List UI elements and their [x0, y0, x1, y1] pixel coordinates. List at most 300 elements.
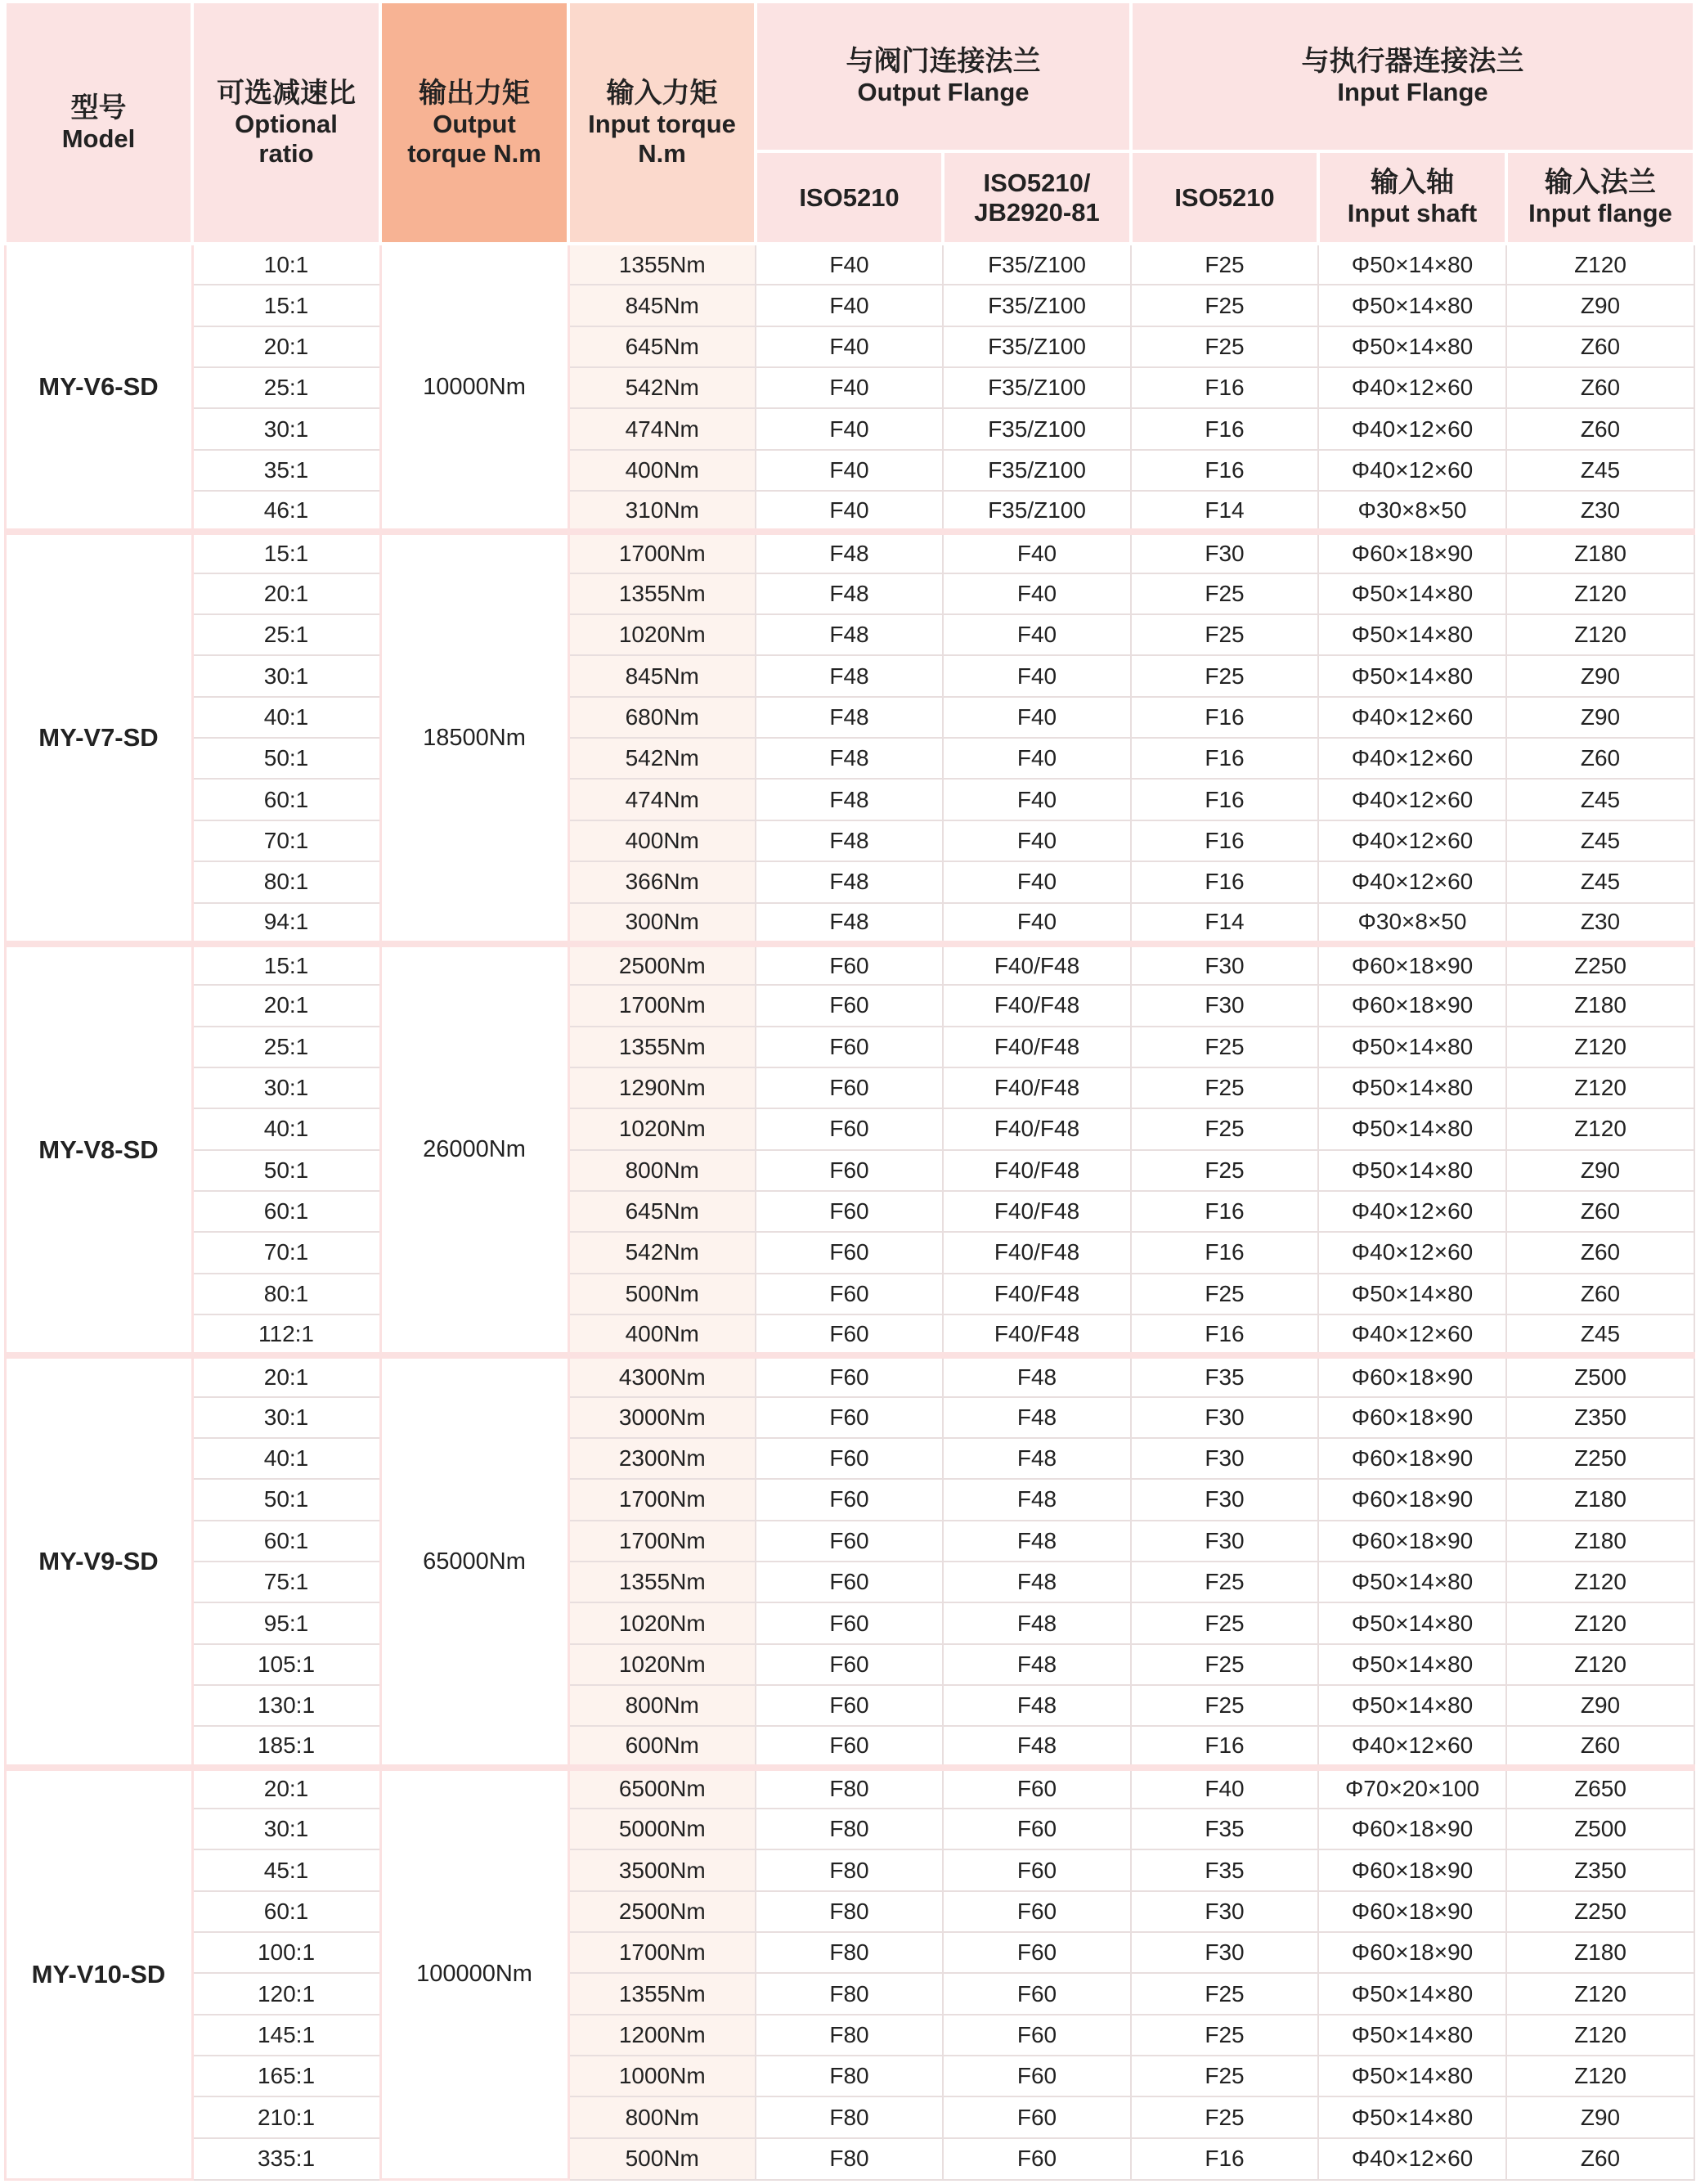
table-row: [5, 1438, 1694, 1479]
input-flange-cell: Z120: [1506, 1644, 1694, 1685]
input-flange-cell: Z120: [1506, 2015, 1694, 2056]
ratio-cell: 20:1: [192, 985, 380, 1026]
input-shaft-cell: Φ50×14×80: [1318, 244, 1506, 285]
iso5210-input-cell: F25: [1131, 1108, 1318, 1149]
iso5210-input-cell: F35: [1131, 1849, 1318, 1890]
header-input-flange-en: Input flange: [1528, 199, 1672, 228]
iso5210-output-cell: F60: [756, 1355, 943, 1396]
table-row: [5, 1809, 1694, 1849]
iso-jb-cell: F60: [943, 2096, 1131, 2137]
input-torque-cell: 1020Nm: [568, 1644, 756, 1685]
input-torque-cell: 800Nm: [568, 2096, 756, 2137]
iso5210-input-cell: F30: [1131, 985, 1318, 1026]
header-iso5210-output: [756, 151, 943, 244]
input-torque-cell: 1355Nm: [568, 1027, 756, 1067]
input-flange-cell: Z45: [1506, 861, 1694, 902]
table-row: [5, 1973, 1694, 2014]
input-flange-cell: Z350: [1506, 1397, 1694, 1438]
iso5210-output-cell: F60: [756, 1644, 943, 1685]
ratio-cell: 100:1: [192, 1932, 380, 1973]
input-flange-cell: Z120: [1506, 244, 1694, 285]
iso-jb-cell: F48: [943, 1355, 1131, 1396]
iso5210-output-cell: F48: [756, 779, 943, 820]
iso5210-input-cell: F25: [1131, 1644, 1318, 1685]
iso5210-input-cell: F25: [1131, 1973, 1318, 2014]
table-row: [5, 1932, 1694, 1973]
input-torque-cell: 1700Nm: [568, 985, 756, 1026]
input-flange-cell: Z120: [1506, 1973, 1694, 2014]
ratio-cell: 145:1: [192, 2015, 380, 2056]
table-row: [5, 2096, 1694, 2137]
table-row: [5, 655, 1694, 696]
input-shaft-cell: Φ60×18×90: [1318, 1849, 1506, 1890]
iso5210-output-cell: F40: [756, 450, 943, 491]
ratio-cell: 70:1: [192, 1232, 380, 1273]
input-torque-cell: 3000Nm: [568, 1397, 756, 1438]
iso-jb-cell: F60: [943, 1932, 1131, 1973]
table-row: [5, 1562, 1694, 1602]
input-torque-cell: 1000Nm: [568, 2056, 756, 2096]
iso5210-output-cell: F80: [756, 1849, 943, 1890]
input-torque-cell: 400Nm: [568, 820, 756, 861]
iso-jb-cell: F60: [943, 2015, 1131, 2056]
iso-jb-cell: F35/Z100: [943, 491, 1131, 532]
iso5210-input-cell: F25: [1131, 1027, 1318, 1067]
header-ratio-cn: 可选减速比: [217, 77, 356, 109]
model-cell: MY-V6-SD: [5, 244, 192, 532]
input-torque-cell: 1700Nm: [568, 1479, 756, 1520]
input-flange-cell: Z90: [1506, 1685, 1694, 1726]
iso5210-input-cell: F16: [1131, 367, 1318, 408]
input-torque-cell: 1355Nm: [568, 573, 756, 614]
ratio-cell: 60:1: [192, 1521, 380, 1562]
ratio-cell: 94:1: [192, 903, 380, 944]
input-flange-cell: Z60: [1506, 408, 1694, 449]
input-torque-cell: 542Nm: [568, 738, 756, 779]
iso5210-input-cell: F25: [1131, 326, 1318, 367]
model-cell: MY-V10-SD: [5, 1768, 192, 2180]
ratio-cell: 112:1: [192, 1314, 380, 1355]
iso5210-input-cell: F25: [1131, 1685, 1318, 1726]
input-torque-cell: 1020Nm: [568, 614, 756, 655]
input-flange-cell: Z90: [1506, 1150, 1694, 1191]
header-ratio-en1: Optional: [235, 109, 338, 138]
input-shaft-cell: Φ40×12×60: [1318, 1726, 1506, 1767]
iso-jb-cell: F40/F48: [943, 1027, 1131, 1067]
iso-jb-cell: F60: [943, 1809, 1131, 1849]
iso5210-output-cell: F40: [756, 491, 943, 532]
header-model-en: Model: [61, 124, 136, 153]
input-shaft-cell: Φ50×14×80: [1318, 655, 1506, 696]
iso5210-output-cell: F48: [756, 573, 943, 614]
input-torque-cell: 3500Nm: [568, 1849, 756, 1890]
header-iso5210-input: [1131, 151, 1318, 244]
iso5210-output-cell: F60: [756, 1108, 943, 1149]
input-shaft-cell: Φ50×14×80: [1318, 1108, 1506, 1149]
ratio-cell: 30:1: [192, 1067, 380, 1108]
input-shaft-cell: Φ50×14×80: [1318, 2096, 1506, 2137]
input-torque-cell: 474Nm: [568, 779, 756, 820]
ratio-cell: 120:1: [192, 1973, 380, 2014]
input-shaft-cell: Φ50×14×80: [1318, 1067, 1506, 1108]
input-shaft-cell: Φ40×12×60: [1318, 779, 1506, 820]
input-flange-cell: Z120: [1506, 1027, 1694, 1067]
header-ratio-en2: ratio: [258, 138, 314, 168]
input-flange-cell: Z180: [1506, 1932, 1694, 1973]
input-flange-cell: Z500: [1506, 1809, 1694, 1849]
table-row: [5, 367, 1694, 408]
input-shaft-cell: Φ60×18×90: [1318, 1479, 1506, 1520]
ratio-cell: 15:1: [192, 532, 380, 573]
iso5210-input-cell: F25: [1131, 1150, 1318, 1191]
iso-jb-cell: F40: [943, 532, 1131, 573]
input-flange-cell: Z60: [1506, 1274, 1694, 1314]
iso5210-output-cell: F48: [756, 614, 943, 655]
table-row: [5, 244, 1694, 285]
input-flange-cell: Z60: [1506, 1726, 1694, 1767]
iso5210-output-cell: F60: [756, 985, 943, 1026]
input-flange-cell: Z650: [1506, 1768, 1694, 1809]
input-shaft-cell: Φ50×14×80: [1318, 1562, 1506, 1602]
input-shaft-cell: Φ60×18×90: [1318, 532, 1506, 573]
table-row: [5, 1232, 1694, 1273]
header-input-shaft: [1318, 151, 1506, 244]
ratio-cell: 335:1: [192, 2138, 380, 2180]
iso5210-input-cell: F25: [1131, 614, 1318, 655]
header-output-torque: [380, 2, 568, 244]
iso5210-input-cell: F30: [1131, 1932, 1318, 1973]
table-row: [5, 985, 1694, 1026]
input-shaft-cell: Φ60×18×90: [1318, 1355, 1506, 1396]
table-row: [5, 285, 1694, 326]
table-row: [5, 1685, 1694, 1726]
iso5210-output-cell: F40: [756, 367, 943, 408]
header-iso-jb-line2: JB2920-81: [974, 197, 1100, 227]
ratio-cell: 210:1: [192, 2096, 380, 2137]
iso5210-input-cell: F16: [1131, 820, 1318, 861]
header-input-flange-group-cn: 与执行器连接法兰: [1301, 46, 1524, 78]
input-torque-cell: 1700Nm: [568, 1932, 756, 1973]
iso-jb-cell: F40/F48: [943, 1108, 1131, 1149]
input-torque-cell: 366Nm: [568, 861, 756, 902]
input-torque-cell: 1355Nm: [568, 1973, 756, 2014]
iso5210-output-cell: F60: [756, 1027, 943, 1067]
iso-jb-cell: F40/F48: [943, 1314, 1131, 1355]
input-flange-cell: Z250: [1506, 944, 1694, 985]
input-shaft-cell: Φ40×12×60: [1318, 408, 1506, 449]
ratio-cell: 10:1: [192, 244, 380, 285]
iso5210-output-cell: F60: [756, 1067, 943, 1108]
input-torque-cell: 1355Nm: [568, 244, 756, 285]
iso5210-input-cell: F25: [1131, 1562, 1318, 1602]
input-shaft-cell: Φ40×12×60: [1318, 738, 1506, 779]
iso5210-output-cell: F60: [756, 1685, 943, 1726]
iso-jb-cell: F40: [943, 573, 1131, 614]
header-input-flange: [1506, 151, 1694, 244]
input-flange-cell: Z120: [1506, 2056, 1694, 2096]
iso5210-input-cell: F16: [1131, 861, 1318, 902]
input-shaft-cell: Φ60×18×90: [1318, 1932, 1506, 1973]
table-row: [5, 1726, 1694, 1767]
table-row: [5, 2015, 1694, 2056]
iso-jb-cell: F40/F48: [943, 1067, 1131, 1108]
header-output-torque-cn: 输出力矩: [419, 77, 530, 109]
input-shaft-cell: Φ50×14×80: [1318, 2056, 1506, 2096]
header-output-flange-en: Output Flange: [857, 78, 1030, 107]
input-flange-cell: Z30: [1506, 903, 1694, 944]
iso5210-input-cell: F16: [1131, 738, 1318, 779]
input-flange-cell: Z120: [1506, 1067, 1694, 1108]
input-flange-cell: Z90: [1506, 2096, 1694, 2137]
iso5210-output-cell: F40: [756, 326, 943, 367]
input-flange-cell: Z60: [1506, 326, 1694, 367]
input-torque-cell: 1020Nm: [568, 1108, 756, 1149]
header-iso-jb-line1: ISO5210/: [983, 168, 1091, 197]
iso5210-output-cell: F48: [756, 861, 943, 902]
table-row: [5, 326, 1694, 367]
input-shaft-cell: Φ60×18×90: [1318, 1521, 1506, 1562]
input-shaft-cell: Φ50×14×80: [1318, 1602, 1506, 1643]
iso-jb-cell: F40: [943, 861, 1131, 902]
input-shaft-cell: Φ30×8×50: [1318, 903, 1506, 944]
iso5210-output-cell: F48: [756, 820, 943, 861]
iso5210-output-cell: F60: [756, 1150, 943, 1191]
table-row: [5, 1602, 1694, 1643]
input-torque-cell: 474Nm: [568, 408, 756, 449]
input-shaft-cell: Φ50×14×80: [1318, 614, 1506, 655]
ratio-cell: 60:1: [192, 1891, 380, 1932]
input-torque-cell: 1700Nm: [568, 532, 756, 573]
iso-jb-cell: F40: [943, 738, 1131, 779]
input-torque-cell: 2300Nm: [568, 1438, 756, 1479]
model-cell: MY-V7-SD: [5, 532, 192, 943]
ratio-cell: 30:1: [192, 1809, 380, 1849]
input-flange-cell: Z45: [1506, 779, 1694, 820]
ratio-cell: 40:1: [192, 1438, 380, 1479]
input-shaft-cell: Φ40×12×60: [1318, 697, 1506, 738]
input-flange-cell: Z120: [1506, 1562, 1694, 1602]
input-shaft-cell: Φ50×14×80: [1318, 2015, 1506, 2056]
iso5210-output-cell: F60: [756, 1438, 943, 1479]
input-flange-cell: Z120: [1506, 573, 1694, 614]
iso5210-output-cell: F80: [756, 2015, 943, 2056]
input-torque-cell: 1020Nm: [568, 1602, 756, 1643]
table-row: [5, 408, 1694, 449]
iso5210-input-cell: F16: [1131, 450, 1318, 491]
ratio-cell: 40:1: [192, 697, 380, 738]
iso5210-input-cell: F30: [1131, 1891, 1318, 1932]
ratio-cell: 20:1: [192, 326, 380, 367]
input-shaft-cell: Φ60×18×90: [1318, 1809, 1506, 1849]
ratio-cell: 80:1: [192, 861, 380, 902]
ratio-cell: 185:1: [192, 1726, 380, 1767]
table-row: [5, 944, 1694, 985]
ratio-cell: 70:1: [192, 820, 380, 861]
input-shaft-cell: Φ60×18×90: [1318, 985, 1506, 1026]
input-flange-cell: Z60: [1506, 1191, 1694, 1232]
iso-jb-cell: F48: [943, 1602, 1131, 1643]
iso5210-input-cell: F30: [1131, 532, 1318, 573]
iso5210-output-cell: F80: [756, 2138, 943, 2180]
input-shaft-cell: Φ70×20×100: [1318, 1768, 1506, 1809]
ratio-cell: 25:1: [192, 367, 380, 408]
model-cell: MY-V8-SD: [5, 944, 192, 1355]
ratio-cell: 40:1: [192, 1108, 380, 1149]
table-row: [5, 1067, 1694, 1108]
iso5210-input-cell: F25: [1131, 2056, 1318, 2096]
table-row: [5, 697, 1694, 738]
input-torque-cell: 542Nm: [568, 1232, 756, 1273]
iso-jb-cell: F48: [943, 1438, 1131, 1479]
input-torque-cell: 2500Nm: [568, 1891, 756, 1932]
iso5210-output-cell: F60: [756, 944, 943, 985]
input-torque-cell: 542Nm: [568, 367, 756, 408]
table-row: [5, 779, 1694, 820]
input-shaft-cell: Φ50×14×80: [1318, 1274, 1506, 1314]
iso5210-input-cell: F16: [1131, 1314, 1318, 1355]
iso5210-input-cell: F25: [1131, 2015, 1318, 2056]
output-torque-cell: 18500Nm: [380, 532, 568, 943]
ratio-cell: 20:1: [192, 1355, 380, 1396]
input-torque-cell: 2500Nm: [568, 944, 756, 985]
input-shaft-cell: Φ50×14×80: [1318, 573, 1506, 614]
iso5210-input-cell: F25: [1131, 1274, 1318, 1314]
header-model-cn: 型号: [70, 92, 127, 124]
iso-jb-cell: F48: [943, 1685, 1131, 1726]
table-row: [5, 1108, 1694, 1149]
table-row: [5, 450, 1694, 491]
input-flange-cell: Z90: [1506, 655, 1694, 696]
table-row: [5, 1314, 1694, 1355]
header-output-flange-cn: 与阀门连接法兰: [846, 46, 1041, 78]
iso-jb-cell: F60: [943, 2056, 1131, 2096]
input-torque-cell: 845Nm: [568, 285, 756, 326]
iso5210-input-cell: F25: [1131, 1067, 1318, 1108]
header-model: [5, 2, 192, 244]
table-row: [5, 1191, 1694, 1232]
input-shaft-cell: Φ60×18×90: [1318, 1438, 1506, 1479]
table-row: [5, 1521, 1694, 1562]
iso5210-output-cell: F60: [756, 1274, 943, 1314]
ratio-cell: 95:1: [192, 1602, 380, 1643]
iso5210-output-cell: F60: [756, 1397, 943, 1438]
table-header: [5, 2, 1694, 244]
header-iso5210-input-label: ISO5210: [1174, 182, 1275, 212]
table-row: [5, 1479, 1694, 1520]
input-flange-cell: Z60: [1506, 2138, 1694, 2180]
input-shaft-cell: Φ30×8×50: [1318, 491, 1506, 532]
iso-jb-cell: F48: [943, 1479, 1131, 1520]
header-input-shaft-en: Input shaft: [1347, 199, 1478, 228]
input-flange-cell: Z45: [1506, 820, 1694, 861]
input-torque-cell: 1355Nm: [568, 1562, 756, 1602]
input-torque-cell: 645Nm: [568, 326, 756, 367]
table-row: [5, 820, 1694, 861]
input-torque-cell: 680Nm: [568, 697, 756, 738]
ratio-cell: 45:1: [192, 1849, 380, 1890]
input-flange-cell: Z120: [1506, 614, 1694, 655]
iso5210-input-cell: F25: [1131, 2096, 1318, 2137]
table-row: [5, 903, 1694, 944]
ratio-cell: 15:1: [192, 285, 380, 326]
ratio-cell: 105:1: [192, 1644, 380, 1685]
iso5210-input-cell: F30: [1131, 944, 1318, 985]
ratio-cell: 60:1: [192, 1191, 380, 1232]
iso5210-input-cell: F30: [1131, 1479, 1318, 1520]
table-row: [5, 738, 1694, 779]
input-flange-cell: Z30: [1506, 491, 1694, 532]
ratio-cell: 75:1: [192, 1562, 380, 1602]
iso5210-input-cell: F35: [1131, 1355, 1318, 1396]
iso5210-output-cell: F60: [756, 1726, 943, 1767]
ratio-cell: 25:1: [192, 1027, 380, 1067]
ratio-cell: 165:1: [192, 2056, 380, 2096]
table-row: [5, 491, 1694, 532]
table-row: [5, 1355, 1694, 1396]
input-flange-cell: Z180: [1506, 1479, 1694, 1520]
iso-jb-cell: F40/F48: [943, 985, 1131, 1026]
table-row: [5, 2056, 1694, 2096]
iso5210-output-cell: F60: [756, 1479, 943, 1520]
input-shaft-cell: Φ40×12×60: [1318, 1232, 1506, 1273]
iso5210-input-cell: F16: [1131, 2138, 1318, 2180]
iso5210-output-cell: F80: [756, 1891, 943, 1932]
iso5210-output-cell: F80: [756, 2056, 943, 2096]
table-row: [5, 1274, 1694, 1314]
input-shaft-cell: Φ40×12×60: [1318, 1314, 1506, 1355]
input-torque-cell: 300Nm: [568, 903, 756, 944]
iso5210-input-cell: F25: [1131, 285, 1318, 326]
input-flange-cell: Z90: [1506, 285, 1694, 326]
input-flange-cell: Z60: [1506, 1232, 1694, 1273]
iso5210-output-cell: F48: [756, 738, 943, 779]
iso5210-input-cell: F16: [1131, 1191, 1318, 1232]
input-torque-cell: 600Nm: [568, 1726, 756, 1767]
input-torque-cell: 500Nm: [568, 1274, 756, 1314]
iso-jb-cell: F48: [943, 1644, 1131, 1685]
iso5210-output-cell: F60: [756, 1602, 943, 1643]
iso5210-output-cell: F80: [756, 1809, 943, 1849]
table-row: [5, 532, 1694, 573]
header-input-torque-en1: Input torque: [588, 109, 736, 138]
input-flange-cell: Z350: [1506, 1849, 1694, 1890]
header-input-shaft-cn: 输入轴: [1371, 167, 1454, 199]
iso5210-input-cell: F35: [1131, 1809, 1318, 1849]
header-output-torque-en1: Output: [433, 109, 516, 138]
iso5210-output-cell: F60: [756, 1314, 943, 1355]
input-flange-cell: Z180: [1506, 1521, 1694, 1562]
iso-jb-cell: F40/F48: [943, 1150, 1131, 1191]
input-flange-cell: Z120: [1506, 1108, 1694, 1149]
iso5210-input-cell: F16: [1131, 1232, 1318, 1273]
input-shaft-cell: Φ40×12×60: [1318, 450, 1506, 491]
iso5210-output-cell: F80: [756, 1768, 943, 1809]
iso5210-output-cell: F48: [756, 655, 943, 696]
input-shaft-cell: Φ60×18×90: [1318, 1397, 1506, 1438]
ratio-cell: 130:1: [192, 1685, 380, 1726]
iso-jb-cell: F35/Z100: [943, 408, 1131, 449]
table-row: [5, 1849, 1694, 1890]
input-shaft-cell: Φ40×12×60: [1318, 2138, 1506, 2180]
iso5210-output-cell: F80: [756, 2096, 943, 2137]
header-input-torque-en2: N.m: [638, 138, 686, 168]
iso-jb-cell: F48: [943, 1521, 1131, 1562]
iso-jb-cell: F48: [943, 1562, 1131, 1602]
iso-jb-cell: F35/Z100: [943, 326, 1131, 367]
model-cell: MY-V9-SD: [5, 1355, 192, 1767]
input-flange-cell: Z180: [1506, 532, 1694, 573]
iso5210-input-cell: F30: [1131, 1438, 1318, 1479]
